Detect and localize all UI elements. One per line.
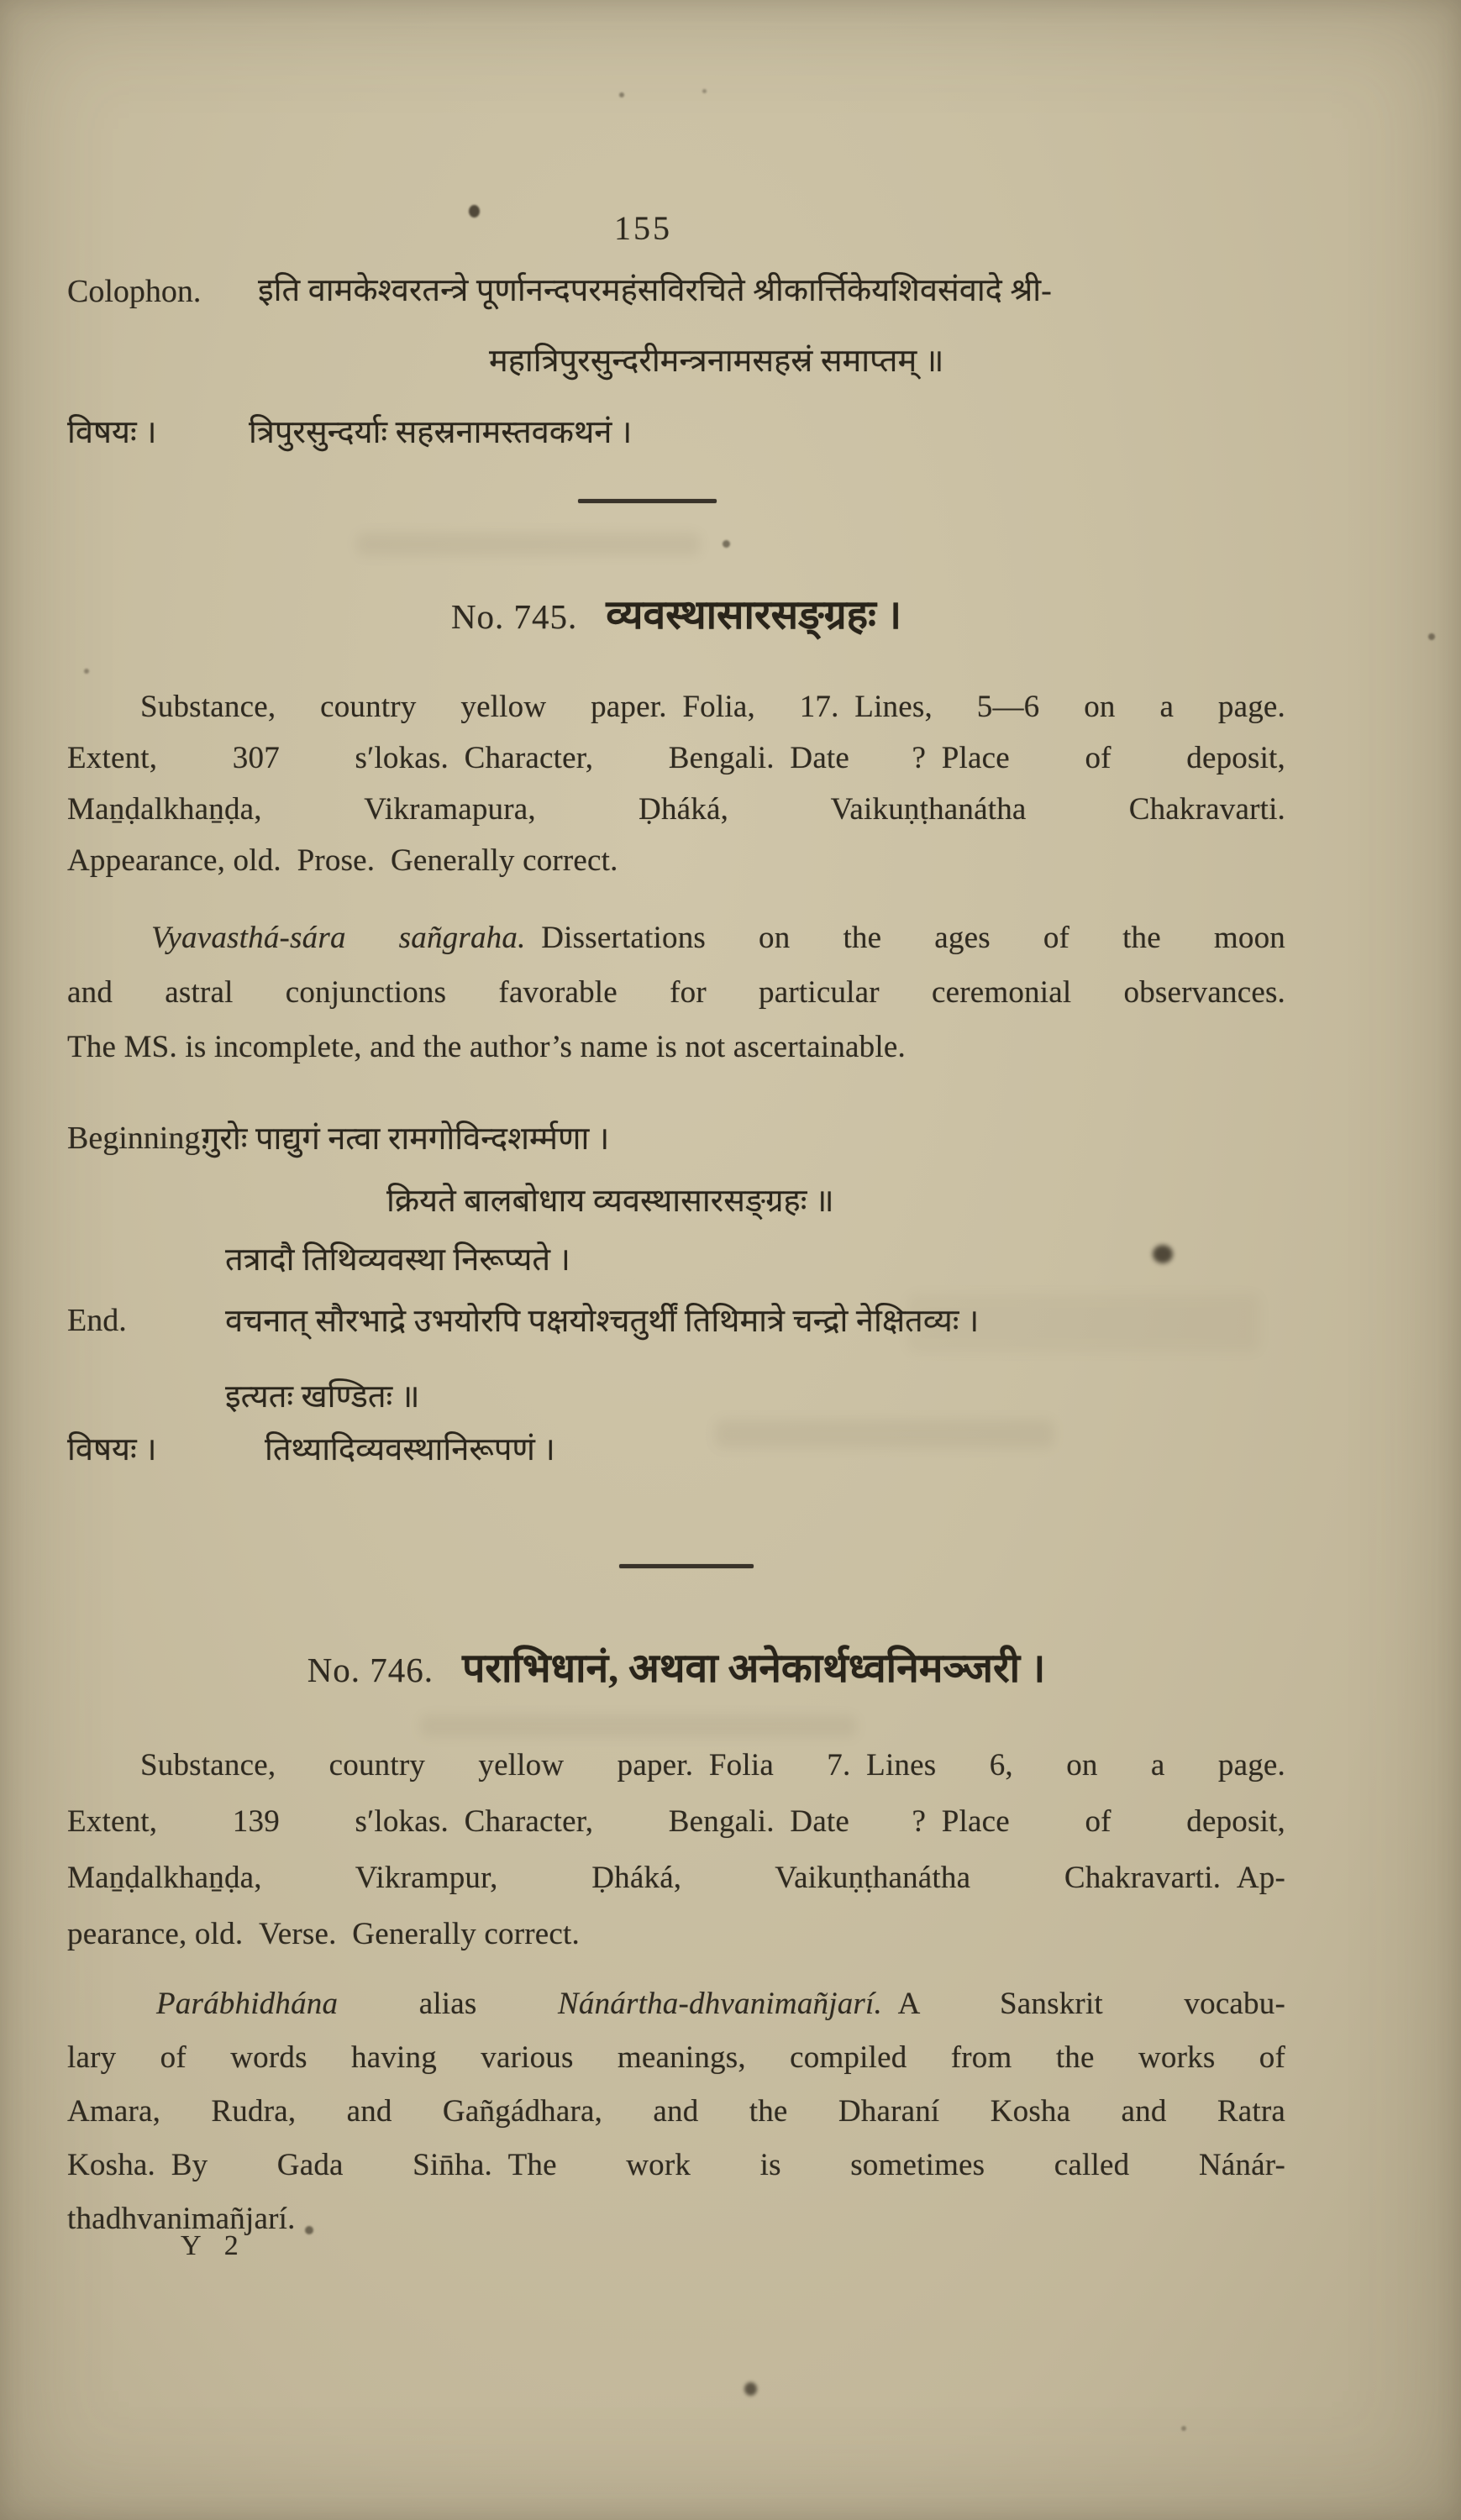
printer-signature: Y 2 <box>181 2230 240 2261</box>
entry-number: No. 745. <box>450 597 578 636</box>
work-title-italic: Parábhidhána <box>156 1987 339 2021</box>
end-label: End. <box>67 1303 127 1338</box>
subject-label: विषयः । <box>67 1432 157 1467</box>
end-line: वचनात् सौरभाद्रे उभयोरपि पक्षयोश्चतुर्थीं तिथिमात्रे चन्द्रो नेक्षितव्यः । <box>225 1304 980 1339</box>
entry-746-heading <box>67 1640 1285 1694</box>
subject-text: तिथ्यादिव्यवस्थानिरूपणं । <box>265 1432 555 1467</box>
meta-line: Extent, 139 s′lokas. Character, Bengali. Date ? Place of deposit, <box>67 1804 1285 1839</box>
beginning-line: क्रियते बालबोधाय व्यवस्थासारसङ्ग्रहः ॥ <box>386 1184 834 1219</box>
meta-line: Appearance, old. Prose. Generally correct. <box>67 843 618 878</box>
ink-speck <box>305 2226 313 2234</box>
ink-speck <box>84 669 89 674</box>
bleed-through <box>356 533 701 556</box>
ink-speck <box>702 89 707 93</box>
colophon-line: इति वामकेश्वरतन्त्रे पूर्णानन्दपरमहंसविरचिते श्रीकार्त्तिकेयशिवसंवादे श्री- <box>258 273 1052 308</box>
description-line <box>67 1984 1285 2024</box>
colophon-label: Colophon. <box>67 274 202 309</box>
entry-number: No. 746. <box>307 1651 434 1689</box>
entry-title-devanagari: पराभिधानं, अथवा अनेकार्थध्वनिमञ्जरी । <box>462 1646 1046 1691</box>
subject-label: विषयः । <box>67 415 157 450</box>
beginning-label: Beginning. <box>67 1121 208 1156</box>
alias-text: alias <box>338 1987 559 2021</box>
work-title-italic: Nánártha-dhvanimañjarí. <box>558 1987 882 2021</box>
colophon-line: महात्रिपुरसुन्दरीमन्त्रनामसहस्रं समाप्तम् ॥ <box>489 344 944 379</box>
ink-blot <box>744 2382 757 2396</box>
description-line: Amara, Rudra, and Gañgádhara, and the Dharaní Kosha and Ratra <box>67 2094 1285 2129</box>
ink-speck <box>1181 2426 1186 2431</box>
ink-blot <box>1153 1245 1173 1263</box>
description-line: Kosha. By Gada Sin̄ha. The work is sometimes called Nánár- <box>67 2148 1285 2182</box>
description-text: Dissertations on the ages of the moon <box>525 921 1285 955</box>
entry-745-heading <box>67 586 1285 641</box>
description-line <box>67 918 1285 958</box>
meta-line: Substance, country yellow paper. Folia 7. Lines 6, on a page. <box>140 1748 1285 1782</box>
meta-line: Maṉḍalkhaṉḍa, Vikramapura, Ḍháká, Vaikuṇṭhanátha Chakravarti. <box>67 792 1285 827</box>
page-number: 155 <box>614 209 672 247</box>
meta-line: Substance, country yellow paper. Folia, 17. Lines, 5—6 on a page. <box>140 690 1285 724</box>
end-line: इत्यतः खण्डितः ॥ <box>225 1379 420 1415</box>
description-line: lary of words having various meanings, compiled from the works of <box>67 2040 1285 2075</box>
work-title-italic: Vyavasthá-sára sañgraha. <box>151 921 526 955</box>
beginning-line: गुरोः पाद्युगं नत्वा रामगोविन्दशर्म्मणा । <box>202 1121 610 1157</box>
section-divider-rule <box>578 499 717 503</box>
meta-line: Extent, 307 s′lokas. Character, Bengali. Date ? Place of deposit, <box>67 741 1285 775</box>
ink-speck <box>619 92 624 97</box>
bleed-through <box>907 1294 1260 1352</box>
meta-line: Maṉḍalkhaṉḍa, Vikrampur, Ḍháká, Vaikuṇṭhanátha Chakravarti. Ap- <box>67 1861 1285 1895</box>
description-line: and astral conjunctions favorable for particular ceremonial observances. <box>67 975 1285 1010</box>
description-line: The MS. is incomplete, and the author’s name is not ascertainable. <box>67 1030 906 1064</box>
description-text: A Sanskrit vocabu- <box>881 1987 1285 2021</box>
meta-line: pearance, old. Verse. Generally correct. <box>67 1917 580 1951</box>
bleed-through <box>715 1420 1054 1448</box>
ink-speck <box>469 205 480 218</box>
bleed-through <box>420 1715 857 1737</box>
beginning-line: तत्रादौ तिथिव्यवस्था निरूप्यते । <box>225 1242 570 1278</box>
section-divider-rule <box>619 1564 754 1568</box>
ink-speck <box>1428 633 1435 640</box>
subject-text: त्रिपुरसुन्दर्याः सहस्रनामस्तवकथनं । <box>249 415 633 450</box>
entry-title-devanagari: व्यवस्थासारसङ्ग्रहः । <box>606 593 902 638</box>
ink-speck <box>723 540 730 548</box>
description-line: thadhvanimañjarí. <box>67 2202 296 2236</box>
